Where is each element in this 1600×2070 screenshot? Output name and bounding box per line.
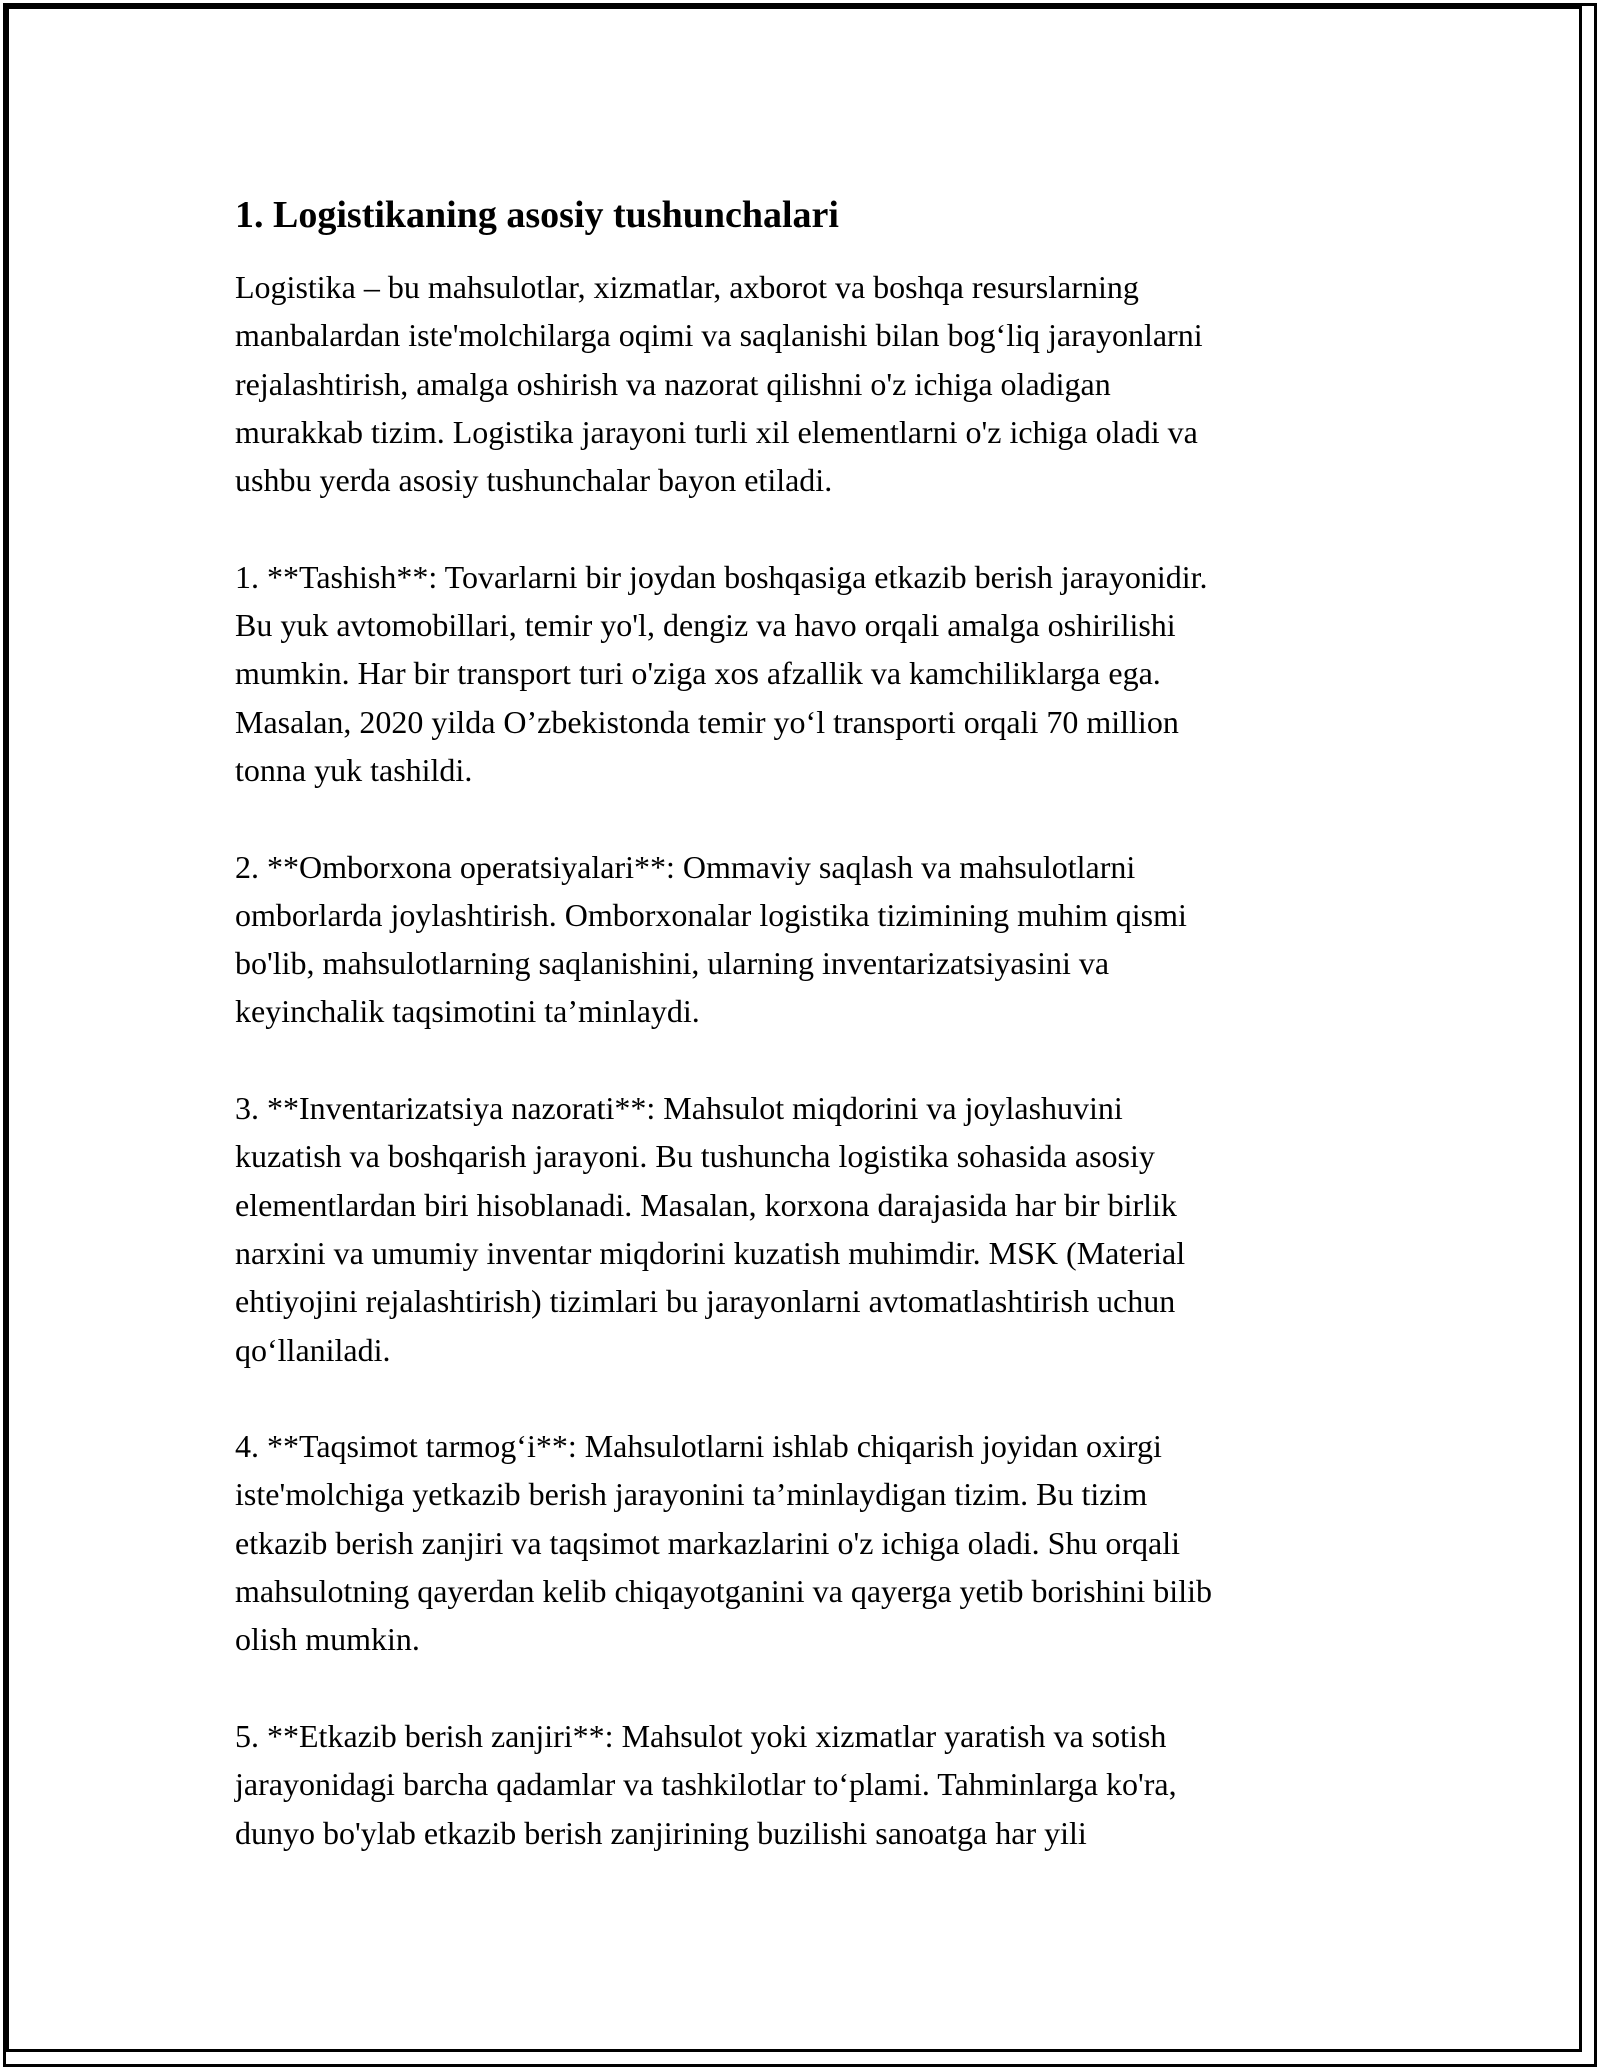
text-line: iste'molchiga yetkazib berish jarayonini ta’minlaydigan tizim. Bu tizim bbox=[235, 1476, 1148, 1513]
paragraph-tashish bbox=[235, 553, 1375, 794]
text-line: Logistika – bu mahsulotlar, xizmatlar, axborot va boshqa resurslarning bbox=[235, 269, 1139, 305]
text-line: tonna yuk tashildi. bbox=[235, 751, 473, 788]
text-line: omborlarda joylashtirish. Omborxonalar logistika tizimining muhim qismi bbox=[235, 896, 1187, 933]
text-line: murakkab tizim. Logistika jarayoni turli xil elementlarni o'z ichiga oladi va bbox=[235, 413, 1198, 450]
text-line: 5. **Etkazib berish zanjiri**: Mahsulot yoki xizmatlar yaratish va sotish bbox=[235, 1717, 1167, 1754]
text-line: rejalashtirish, amalga oshirish va nazorat qilishni o'z ichiga oladigan bbox=[235, 365, 1111, 402]
text-line: ushbu yerda asosiy tushunchalar bayon etiladi. bbox=[235, 462, 833, 499]
text-line: dunyo bo'ylab etkazib berish zanjirining buzilishi sanoatga har yili bbox=[235, 1814, 1087, 1851]
paragraph-inventarizatsiya bbox=[235, 1084, 1375, 1374]
text-line: narxini va umumiy inventar miqdorini kuzatish muhimdir. MSK (Material bbox=[235, 1234, 1186, 1271]
text-line: Masalan, 2020 yilda O’zbekistonda temir yo‘l transporti orqali 70 million bbox=[235, 703, 1179, 740]
text-line: 1. **Tashish**: Tovarlarni bir joydan boshqasiga etkazib berish jarayonidir. bbox=[235, 558, 1208, 595]
text-line: qo‘llaniladi. bbox=[235, 1331, 391, 1368]
text-line: elementlardan biri hisoblanadi. Masalan, korxona darajasida har bir birlik bbox=[235, 1186, 1177, 1223]
text-line: jarayonidagi barcha qadamlar va tashkilotlar to‘plami. Tahminlarga ko'ra, bbox=[235, 1766, 1177, 1803]
text-line: mumkin. Har bir transport turi o'ziga xos afzallik va kamchiliklarga ega. bbox=[235, 655, 1161, 692]
paragraph-omborxona bbox=[235, 843, 1375, 1036]
text-line: kuzatish va boshqarish jarayoni. Bu tushuncha logistika sohasida asosiy bbox=[235, 1138, 1155, 1175]
paragraph-zanjir bbox=[235, 1712, 1375, 1857]
text-line: 2. **Omborxona operatsiyalari**: Ommaviy saqlash va mahsulotlarni bbox=[235, 848, 1136, 885]
text-line: manbalardan iste'molchilarga oqimi va saqlanishi bilan bog‘liq jarayonlarni bbox=[235, 317, 1203, 354]
text-line: mahsulotning qayerdan kelib chiqayotganini va qayerga yetib borishini bilib bbox=[235, 1573, 1212, 1610]
document-body bbox=[235, 190, 1375, 1905]
text-line: 4. **Taqsimot tarmog‘i**: Mahsulotlarni ishlab chiqarish joyidan oxirgi bbox=[235, 1428, 1162, 1465]
text-line: keyinchalik taqsimotini ta’minlaydi. bbox=[235, 993, 700, 1030]
page-title: 1. Logistikaning asosiy tushunchalari bbox=[235, 194, 839, 236]
text-line: 3. **Inventarizatsiya nazorati**: Mahsulot miqdorini va joylashuvini bbox=[235, 1090, 1123, 1127]
text-line: etkazib berish zanjiri va taqsimot markazlarini o'z ichiga oladi. Shu orqali bbox=[235, 1524, 1181, 1561]
text-line: ehtiyojini rejalashtirish) tizimlari bu jarayonlarni avtomatlashtirish uchun bbox=[235, 1283, 1176, 1320]
paragraph-taqsimot bbox=[235, 1422, 1375, 1663]
text-line: olish mumkin. bbox=[235, 1621, 420, 1658]
text-line: bo'lib, mahsulotlarning saqlanishini, ularning inventarizatsiyasini va bbox=[235, 945, 1110, 982]
text-line: Bu yuk avtomobillari, temir yo'l, dengiz va havo orqali amalga oshirilishi bbox=[235, 607, 1176, 644]
intro-paragraph bbox=[235, 263, 1375, 504]
